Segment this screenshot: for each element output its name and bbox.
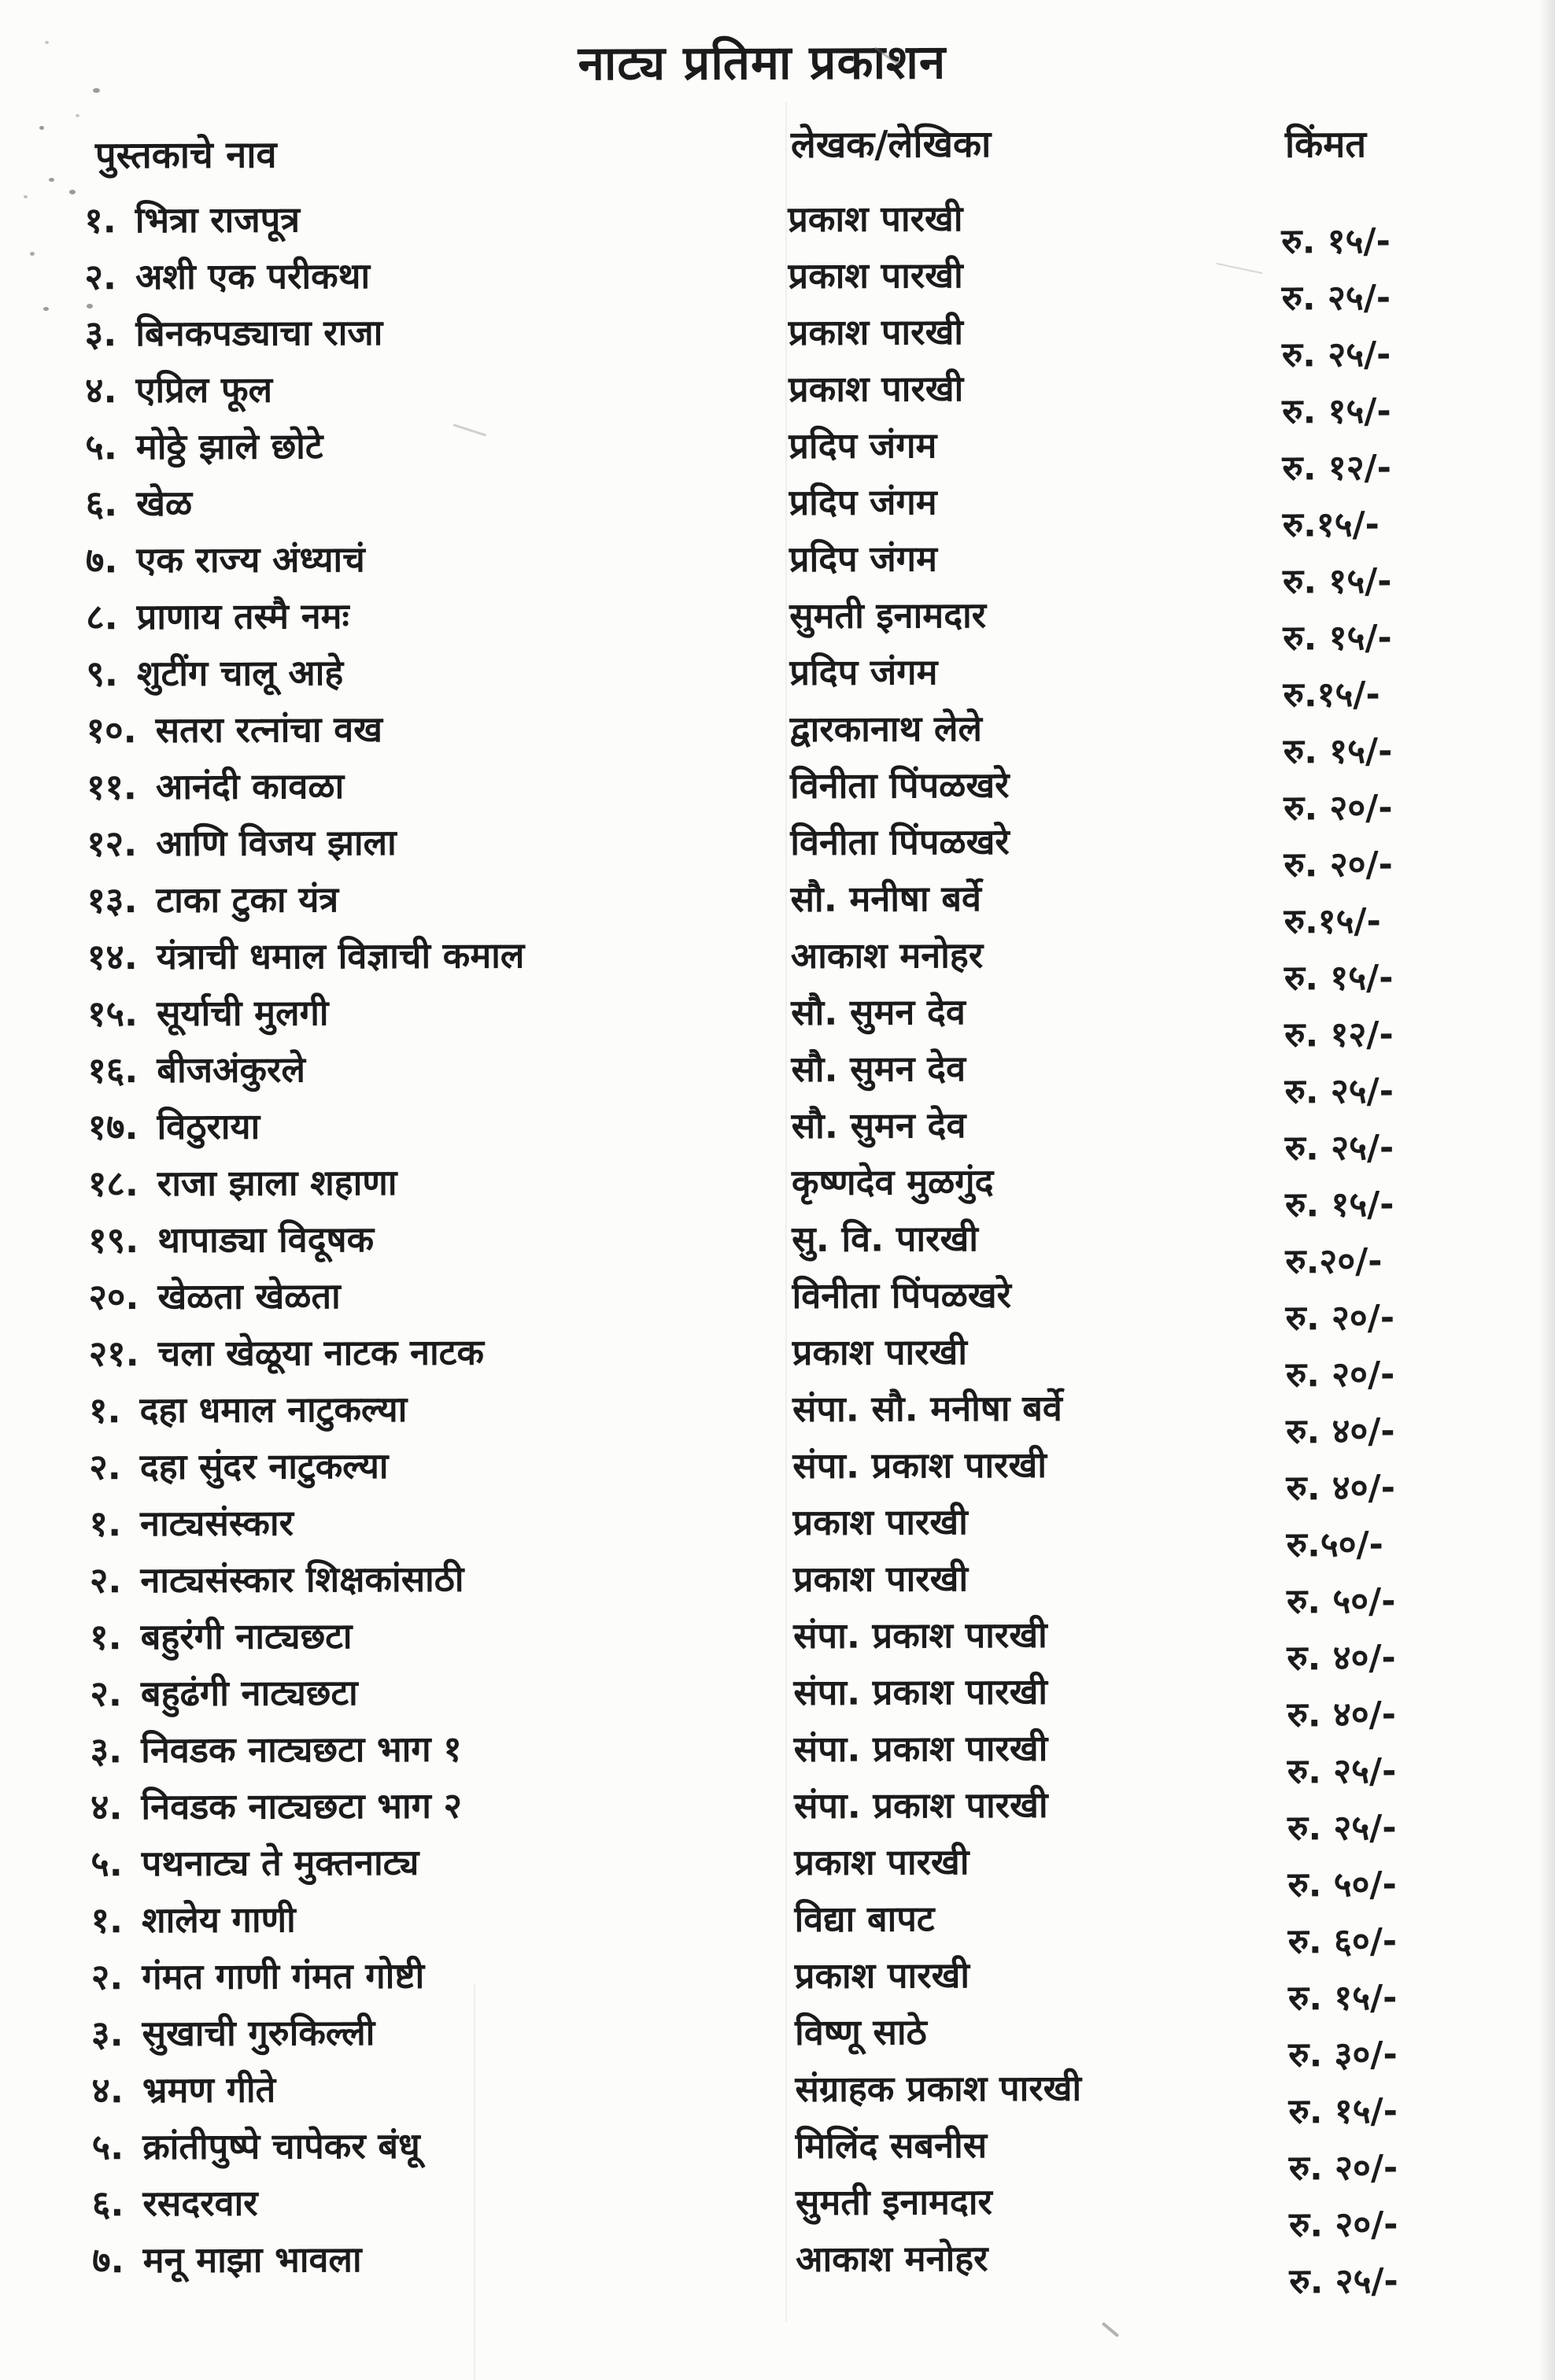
book-number: ४. xyxy=(91,2069,124,2112)
book-author: सुमती इनामदार xyxy=(789,593,987,637)
book-title: भ्रमण गीते xyxy=(142,2068,276,2112)
book-title: विठुराया xyxy=(157,1105,260,1148)
book-price: रु. २५/- xyxy=(1287,1750,1397,1792)
book-number: १. xyxy=(89,1502,122,1545)
table-row xyxy=(0,870,1554,942)
book-author: प्रदिप जंगम xyxy=(789,651,938,693)
book-author: प्रकाश पारखी xyxy=(792,1558,969,1600)
book-title: आणि विजय झाला xyxy=(156,821,397,865)
book-number: ८. xyxy=(86,596,118,638)
book-author: मिलिंद सबनीस xyxy=(795,2123,988,2167)
table-row xyxy=(2,1833,1555,1905)
book-number: ५. xyxy=(90,1842,123,1885)
table-row xyxy=(2,1493,1555,1565)
table-row xyxy=(3,2060,1555,2132)
book-price: रु. २५/- xyxy=(1289,2260,1398,2302)
book-price: रु. १५/- xyxy=(1284,957,1394,999)
book-price: रु. १२/- xyxy=(1284,1014,1394,1055)
book-number: ५. xyxy=(91,2126,124,2168)
scan-crease-line xyxy=(474,1983,475,2380)
book-title: मोठ्ठे झाले छोटे xyxy=(135,425,323,468)
book-number: २. xyxy=(89,1446,121,1488)
table-row xyxy=(0,813,1553,885)
book-author: विष्णू साठे xyxy=(795,2011,927,2053)
book-title: थापाड्या विदूषक xyxy=(157,1218,375,1262)
table-row xyxy=(0,1040,1555,1112)
book-author: प्रदिप जंगम xyxy=(789,481,937,523)
book-number: १२. xyxy=(87,822,138,865)
table-row xyxy=(4,2230,1555,2302)
table-row xyxy=(0,700,1553,772)
ink-speck xyxy=(45,41,49,44)
table-row xyxy=(2,1776,1555,1849)
book-author: प्रकाश पारखी xyxy=(794,1954,970,1997)
book-number: १८. xyxy=(87,1162,139,1205)
book-title: चला खेळूया नाटक नाटक xyxy=(157,1331,485,1375)
book-number: २. xyxy=(90,1672,123,1715)
table-row xyxy=(0,926,1554,999)
book-price: रु. २५/- xyxy=(1284,1070,1394,1112)
column-header-price: किंमत xyxy=(1284,123,1367,167)
book-author: आकाश मनोहर xyxy=(790,933,984,977)
book-title: शालेय गाणी xyxy=(141,1898,296,1942)
book-number: १. xyxy=(90,1616,122,1658)
book-price: रु. २०/- xyxy=(1284,787,1393,829)
book-title: गंमत गाणी गंमत गोष्टी xyxy=(142,1954,425,1998)
book-number: ३. xyxy=(91,2012,124,2055)
table-row xyxy=(2,1606,1555,1679)
book-author: प्रदिप जंगम xyxy=(789,538,938,580)
book-price: रु. ५०/- xyxy=(1286,1580,1396,1622)
book-title: क्रांतीपुष्पे चापेकर बंधू xyxy=(142,2124,420,2168)
book-price: रु.५०/- xyxy=(1286,1524,1383,1565)
table-row xyxy=(4,2173,1555,2245)
table-row xyxy=(0,530,1553,602)
book-number: ६. xyxy=(91,2182,124,2225)
book-price: रु. १५/- xyxy=(1282,390,1391,432)
book-title: शुटींग चालू आहे xyxy=(136,652,344,695)
book-price: रु. १५/- xyxy=(1283,730,1393,772)
book-number: १३. xyxy=(87,879,138,922)
book-author: संपा. प्रकाश पारखी xyxy=(793,1727,1048,1770)
table-row xyxy=(1,1436,1555,1509)
table-row xyxy=(0,586,1553,659)
book-number: ७. xyxy=(85,539,118,582)
table-row xyxy=(0,643,1553,715)
book-number: २. xyxy=(84,256,117,298)
book-title: निवडक नाट्यछटा भाग १ xyxy=(141,1728,462,1772)
book-title: एप्रिल फूल xyxy=(135,368,273,412)
book-title: नाट्यसंस्कार शिक्षकांसाठी xyxy=(140,1558,464,1602)
book-price: रु. २०/- xyxy=(1288,2147,1398,2189)
book-title: सूर्याची मुलगी xyxy=(156,992,329,1035)
book-author: कृष्णदेव मुळगुंद xyxy=(791,1160,994,1203)
book-number: ४. xyxy=(90,1786,123,1828)
table-row xyxy=(0,246,1552,319)
table-row xyxy=(2,1663,1555,1735)
book-number: १५. xyxy=(87,992,139,1035)
book-title: बीजअंकुरले xyxy=(157,1048,306,1092)
scan-edge-shadow xyxy=(1539,0,1555,2380)
book-title: बिनकपड्याचा राजा xyxy=(135,311,383,355)
scan-crease-line xyxy=(785,102,787,2322)
book-price: रु. १५/- xyxy=(1281,221,1391,262)
book-title: बहुरंगी नाट्यछटा xyxy=(140,1615,353,1658)
book-number: ९. xyxy=(86,652,119,695)
book-author: विनीता पिंपळखरे xyxy=(792,1273,1012,1317)
book-author: प्रकाश पारखी xyxy=(792,1331,968,1373)
book-title: भित्रा राजपूत्र xyxy=(135,198,301,242)
book-author: सौ. सुमन देव xyxy=(791,1048,966,1090)
book-number: १. xyxy=(84,199,116,242)
book-author: प्रकाश पारखी xyxy=(792,1501,968,1543)
book-price: रु. २५/- xyxy=(1281,278,1391,319)
ink-speck xyxy=(43,307,49,311)
book-number: १. xyxy=(88,1389,121,1432)
table-row xyxy=(0,983,1554,1055)
book-price: रु. ४०/- xyxy=(1287,1637,1396,1679)
book-title: रसदरवार xyxy=(142,2182,258,2225)
table-row xyxy=(0,303,1552,375)
book-title: एक राज्य अंध्याचं xyxy=(136,538,365,582)
book-author: प्रकाश पारखी xyxy=(788,368,964,410)
book-price: रु. १२/- xyxy=(1282,447,1392,489)
book-author: संपा. प्रकाश पारखी xyxy=(792,1443,1047,1487)
book-author: संग्राहक प्रकाश पारखी xyxy=(795,2067,1082,2110)
book-title: निवडक नाट्यछटा भाग २ xyxy=(141,1784,463,1828)
book-title: प्राणाय तस्मै नमः xyxy=(136,595,349,638)
table-row xyxy=(0,1210,1555,1282)
table-row xyxy=(2,1890,1555,1962)
book-author: प्रकाश पारखी xyxy=(788,198,963,240)
book-price: रु. २५/- xyxy=(1284,1127,1394,1169)
book-author: संपा. सौ. मनीषा बर्वे xyxy=(792,1387,1062,1430)
table-row xyxy=(0,360,1552,432)
book-number: ४. xyxy=(84,369,117,412)
book-price: रु. १५/- xyxy=(1287,1977,1398,2019)
book-author: विनीता पिंपळखरे xyxy=(790,820,1010,863)
book-author: विद्या बापट xyxy=(794,1898,935,1940)
book-title: टाका टुका यंत्र xyxy=(156,878,339,922)
book-number: २१. xyxy=(88,1332,139,1375)
book-price: रु. ५०/- xyxy=(1287,1864,1397,1905)
book-author: द्वारकानाथ लेले xyxy=(789,707,983,750)
column-header-book-name: पुस्तकाचे नाव xyxy=(94,133,277,178)
book-author: प्रकाश पारखी xyxy=(788,254,963,297)
table-row xyxy=(1,1323,1555,1395)
book-price: रु. २०/- xyxy=(1284,844,1393,885)
book-author: विनीता पिंपळखरे xyxy=(789,763,1010,807)
book-number: ७. xyxy=(92,2239,124,2282)
book-author: सौ. सुमन देव xyxy=(791,1104,966,1147)
book-author: सुमती इनामदार xyxy=(795,2180,992,2223)
table-row xyxy=(1,1380,1555,1452)
book-price: रु. २५/- xyxy=(1287,1807,1397,1849)
book-price: रु. १५/- xyxy=(1283,617,1392,659)
table-row xyxy=(3,1946,1555,2019)
book-number: १. xyxy=(90,1899,124,1942)
book-price: रु. १५/- xyxy=(1282,560,1392,602)
ink-speck xyxy=(24,195,28,198)
book-title: आनंदी कावळा xyxy=(155,765,345,808)
book-number: २. xyxy=(90,1956,124,1998)
book-author: संपा. प्रकाश पारखी xyxy=(793,1783,1048,1827)
book-price: रु. २०/- xyxy=(1285,1297,1395,1339)
page-title: नाट्य प्रतिमा प्रकाशन xyxy=(578,35,947,91)
book-author: सु. वि. पारखी xyxy=(792,1218,979,1260)
book-title: राजा झाला शहाणा xyxy=(157,1161,397,1205)
book-price: रु.१५/- xyxy=(1284,901,1381,942)
book-number: ३. xyxy=(84,312,117,355)
ink-speck xyxy=(49,178,54,182)
book-title: अशी एक परीकथा xyxy=(135,254,371,298)
table-row xyxy=(0,756,1553,829)
book-title: खेळ xyxy=(136,482,193,525)
table-row xyxy=(4,2116,1555,2189)
book-price: रु. २५/- xyxy=(1281,334,1391,375)
book-number: २. xyxy=(89,1559,122,1602)
book-title: सतरा रत्नांचा वख xyxy=(155,708,383,752)
ink-speck xyxy=(39,126,44,130)
book-title: दहा धमाल नाटुकल्या xyxy=(139,1388,408,1432)
table-row xyxy=(2,1720,1555,1792)
book-price: रु. ४०/- xyxy=(1287,1694,1397,1735)
ink-speck xyxy=(30,252,35,256)
book-number: १६. xyxy=(87,1049,139,1092)
book-title: दहा सुंदर नाटुकल्या xyxy=(139,1444,389,1488)
book-price: रु. १५/- xyxy=(1284,1184,1394,1225)
book-number: ६. xyxy=(85,482,118,525)
book-number: १७. xyxy=(87,1106,139,1148)
table-row xyxy=(0,1266,1555,1339)
book-title: खेळता खेळता xyxy=(157,1275,341,1318)
book-author: प्रकाश पारखी xyxy=(788,311,964,353)
table-row xyxy=(3,2003,1555,2075)
book-title: सुखाची गुरुकिल्ली xyxy=(142,2011,375,2055)
book-title: बहुढंगी नाट्यछटा xyxy=(140,1672,358,1715)
book-price: रु.२०/- xyxy=(1285,1241,1383,1282)
book-price: रु. ४०/- xyxy=(1286,1467,1395,1509)
table-row xyxy=(0,1096,1555,1169)
ink-speck xyxy=(76,114,79,117)
ink-speck xyxy=(87,304,93,309)
book-price: रु. १५/- xyxy=(1288,2090,1398,2132)
book-author: सौ. मनीषा बर्वे xyxy=(790,878,982,920)
book-price: रु. ३०/- xyxy=(1288,2034,1398,2075)
book-title: पथनाट्य ते मुक्तनाट्य xyxy=(141,1841,419,1885)
book-number: २०. xyxy=(88,1276,139,1318)
table-row xyxy=(0,190,1551,262)
book-number: १९. xyxy=(88,1219,139,1262)
book-title: मनू माझा भावला xyxy=(142,2238,362,2282)
book-author: प्रदिप जंगम xyxy=(789,424,937,467)
table-row xyxy=(0,1153,1555,1225)
table-row xyxy=(2,1550,1555,1622)
column-header-author: लेखक/लेखिका xyxy=(790,122,992,167)
book-number: ५. xyxy=(85,426,117,468)
ink-speck xyxy=(93,88,100,93)
book-number: १४. xyxy=(87,936,138,978)
book-price: रु. २०/- xyxy=(1285,1354,1395,1395)
book-number: ११. xyxy=(86,766,138,808)
book-number: ३. xyxy=(90,1729,123,1772)
table-row xyxy=(0,473,1553,545)
book-price: रु.१५/- xyxy=(1283,674,1380,715)
book-author: प्रकाश पारखी xyxy=(794,1841,970,1883)
book-number: १०. xyxy=(86,709,137,752)
book-author: संपा. प्रकाश पारखी xyxy=(793,1613,1047,1657)
book-price: रु. ६०/- xyxy=(1287,1920,1398,1962)
ink-speck xyxy=(69,190,76,194)
book-price: रु. २०/- xyxy=(1288,2204,1398,2245)
book-title: यंत्राची धमाल विज्ञाची कमाल xyxy=(156,934,525,978)
book-author: आकाश मनोहर xyxy=(796,2237,988,2280)
book-title: नाट्यसंस्कार xyxy=(140,1502,294,1545)
book-author: संपा. प्रकाश पारखी xyxy=(793,1670,1048,1713)
book-price: रु.१५/- xyxy=(1282,504,1380,545)
table-row xyxy=(0,416,1553,489)
book-author: सौ. सुमन देव xyxy=(791,991,966,1033)
book-price: रु. ४०/- xyxy=(1286,1410,1395,1452)
